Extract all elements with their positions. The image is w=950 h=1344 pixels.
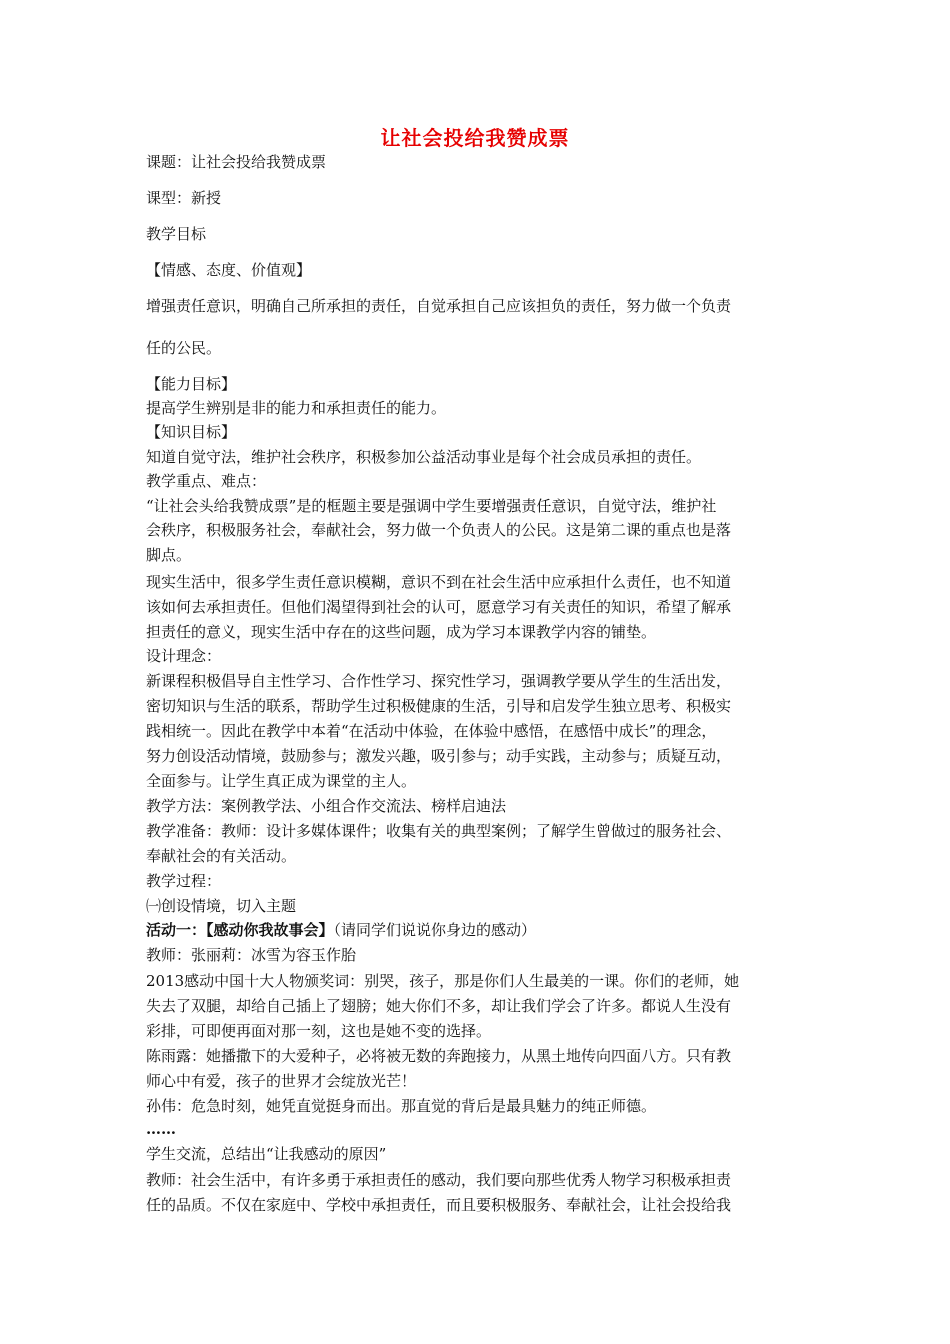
text-line: 教学目标 [146, 225, 207, 243]
text-line: 脚点。 [146, 546, 192, 564]
text-line: 【情感、态度、价值观】 [146, 261, 312, 279]
text-line: 教学过程： [146, 872, 222, 890]
text-line: 师心中有爱，孩子的世界才会绽放光芒！ [146, 1072, 417, 1090]
text-line: 课型：新授 [146, 189, 222, 207]
text-line: 【能力目标】 [146, 375, 237, 393]
activity-label: 活动一：【感动你我故事会】 [146, 921, 334, 939]
text-line: 奉献社会的有关活动。 [146, 847, 297, 865]
text-line: 失去了双腿，却给自己插上了翅膀；她大你们不多，却让我们学会了许多。都说人生没有 [146, 997, 732, 1015]
text-line: 全面参与。让学生真正成为课堂的主人。 [146, 772, 417, 790]
text-line: 教师：社会生活中，有许多勇于承担责任的感动，我们要向那些优秀人物学习积极承担责 [146, 1171, 732, 1189]
text-line: 【知识目标】 [146, 423, 237, 441]
text-line: 学生交流，总结出“让我感动的原因” [146, 1145, 387, 1163]
text-line: 设计理念： [146, 647, 222, 665]
text-line: 陈雨露：她播撒下的大爱种子，必将被无数的奔跑接力，从黑土地传向四面八方。只有教 [146, 1047, 732, 1065]
text-line: 会秩序，积极服务社会，奉献社会，努力做一个负责人的公民。这是第二课的重点也是落 [146, 521, 732, 539]
text-line: 任的品质。不仅在家庭中、学校中承担责任，而且要积极服务、奉献社会，让社会投给我 [146, 1196, 732, 1214]
text-line: ㈠创设情境，切入主题 [146, 897, 297, 915]
text-line: 彩排，可即便再面对那一刻，这也是她不变的选择。 [146, 1022, 492, 1040]
activity-note: （请同学们说说你身边的感动） [333, 921, 537, 939]
text-line: 2013感动中国十大人物颁奖词：别哭，孩子，那是你们人生最美的一课。你们的老师，她 [146, 972, 740, 990]
text-line: 担责任的意义，现实生活中存在的这些问题，成为学习本课教学内容的铺垫。 [146, 623, 657, 641]
text-line: 增强责任意识，明确自己所承担的责任，自觉承担自己应该担负的责任，努力做一个负责 [146, 297, 732, 315]
text-line: 知道自觉守法，维护社会秩序，积极参加公益活动事业是每个社会成员承担的责任。 [146, 448, 702, 466]
text-line: 孙伟：危急时刻，她凭直觉挺身而出。那直觉的背后是最具魅力的纯正师德。 [146, 1097, 657, 1115]
text-line: 教学方法：案例教学法、小组合作交流法、榜样启迪法 [146, 797, 507, 815]
text-line: 努力创设活动情境，鼓励参与；激发兴趣，吸引参与；动手实践，主动参与；质疑互动， [146, 747, 732, 765]
page-title: 让社会投给我赞成票 [380, 126, 570, 150]
text-line: 教学准备：教师：设计多媒体课件；收集有关的典型案例；了解学生曾做过的服务社会、 [146, 822, 732, 840]
text-line: 提高学生辨别是非的能力和承担责任的能力。 [146, 399, 447, 417]
text-line: 该如何去承担责任。但他们渴望得到社会的认可，愿意学习有关责任的知识，希望了解承 [146, 598, 732, 616]
text-line: 密切知识与生活的联系，帮助学生过积极健康的生活，引导和启发学生独立思考、积极实 [146, 697, 732, 715]
text-line: 教师：张丽莉：冰雪为容玉作胎 [146, 946, 357, 964]
text-line: 新课程积极倡导自主性学习、合作性学习、探究性学习，强调教学要从学生的生活出发， [146, 672, 732, 690]
text-line: 践相统一。因此在教学中本着“在活动中体验，在体验中感悟，在感悟中成长”的理念， [146, 722, 717, 740]
ellipsis-line: …… [146, 1120, 176, 1138]
text-line: 教学重点、难点： [146, 472, 267, 490]
text-line: 现实生活中，很多学生责任意识模糊，意识不到在社会生活中应承担什么责任，也不知道 [146, 573, 732, 591]
text-line: 任的公民。 [146, 339, 222, 357]
activity-heading [146, 920, 826, 940]
text-line: “让社会头给我赞成票”是的框题主要是强调中学生要增强责任意识，自觉守法，维护社 [146, 497, 717, 515]
text-line: 课题：让社会投给我赞成票 [146, 153, 327, 171]
